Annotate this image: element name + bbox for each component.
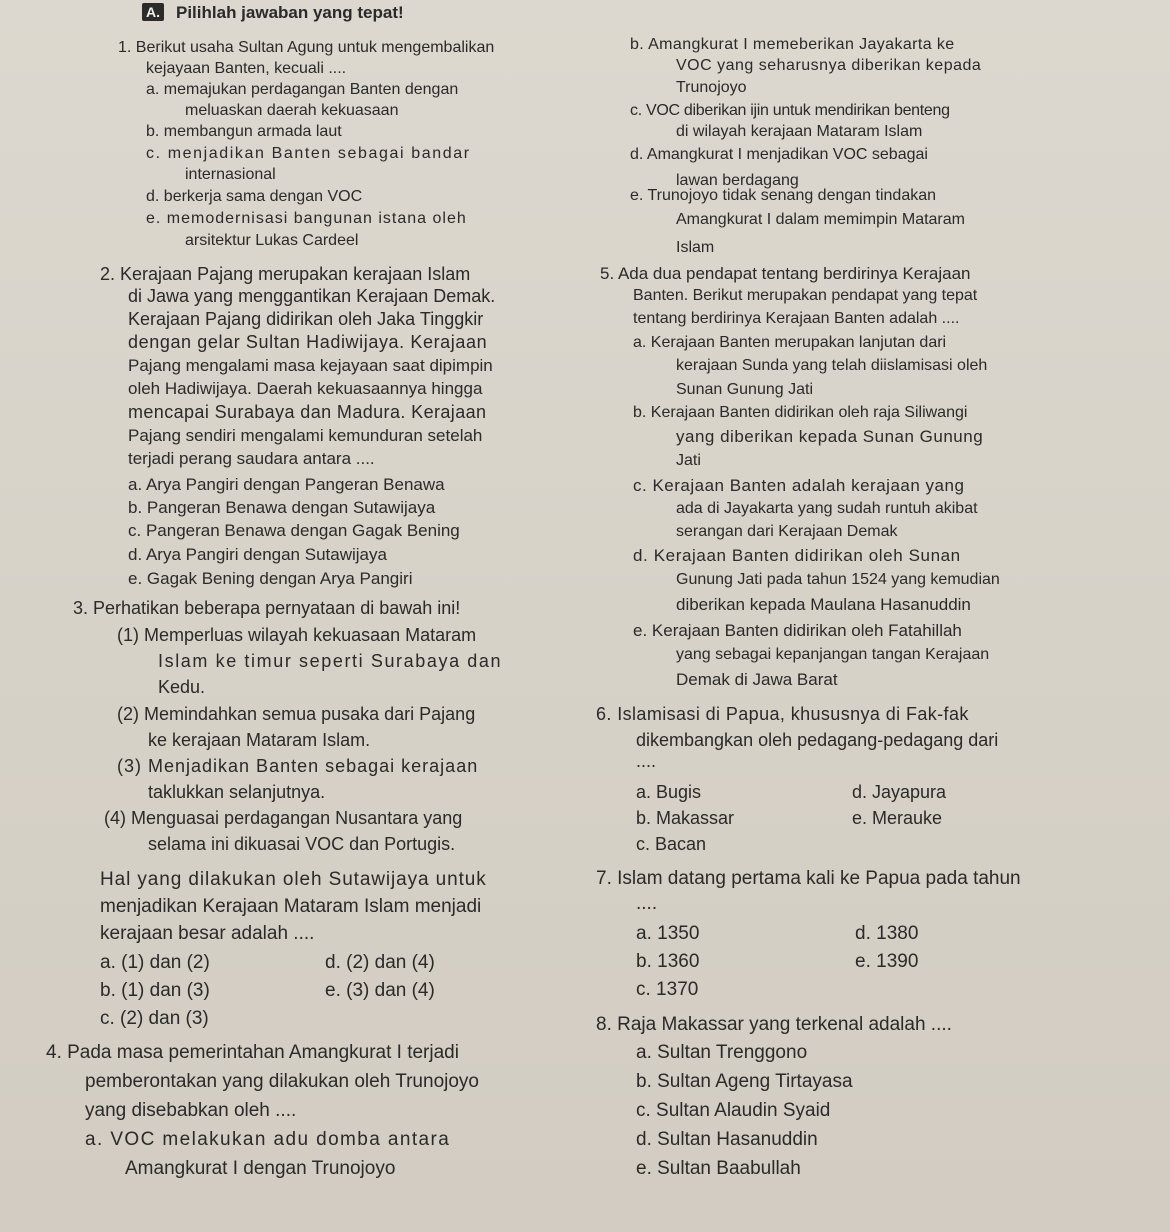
question-text: kejayaan Banten, kecuali .... xyxy=(146,60,347,77)
option-e: e. Merauke xyxy=(852,808,943,828)
option-a-cont: kerajaan Sunda yang telah diislamisasi oleh xyxy=(676,357,988,374)
question-text: Kerajaan Pajang didirikan oleh Jaka Tinggkir xyxy=(128,309,484,329)
option-a: a. 1350 xyxy=(636,923,700,944)
option-c: c. Sultan Alaudin Syaid xyxy=(636,1100,831,1121)
statement-3-cont: taklukkan selanjutnya. xyxy=(148,782,326,802)
option-b: b. Kerajaan Banten didirikan oleh raja Siliwangi xyxy=(633,404,968,421)
option-d: d. Arya Pangiri dengan Sutawijaya xyxy=(128,545,387,564)
option-c: c. Kerajaan Banten adalah kerajaan yang xyxy=(633,476,965,495)
option-e-cont: Islam xyxy=(676,239,715,256)
option-b: b. Makassar xyxy=(636,808,735,828)
question-prompt: kerajaan besar adalah .... xyxy=(100,923,315,944)
option-e: e. 1390 xyxy=(855,951,919,972)
option-d: d. berkerja sama dengan VOC xyxy=(146,188,363,205)
statement-1: (1) Memperluas wilayah kekuasaan Mataram xyxy=(117,625,477,645)
option-c-cont: serangan dari Kerajaan Demak xyxy=(676,523,898,540)
question-text: yang disebabkan oleh .... xyxy=(85,1100,297,1121)
option-a-cont: Amangkurat I dengan Trunojoyo xyxy=(125,1158,396,1179)
option-c-cont: internasional xyxy=(185,166,276,183)
option-a: a. Arya Pangiri dengan Pangeran Benawa xyxy=(128,475,445,494)
option-b-cont: yang diberikan kepada Sunan Gunung xyxy=(676,427,984,446)
question-text: tentang berdirinya Kerajaan Banten adalah .... xyxy=(633,310,960,327)
option-c: c. menjadikan Banten sebagai bandar xyxy=(146,145,471,162)
option-e-cont: Demak di Jawa Barat xyxy=(676,670,838,689)
question-text: .... xyxy=(636,751,657,771)
option-b-cont: VOC yang seharusnya diberikan kepada xyxy=(676,57,982,74)
question-text: Pajang mengalami masa kejayaan saat dipimpin xyxy=(128,356,493,375)
question-text: mencapai Surabaya dan Madura. Kerajaan xyxy=(128,402,487,422)
option-c: c. VOC diberikan ijin untuk mendirikan benteng xyxy=(630,102,950,119)
option-c: c. (2) dan (3) xyxy=(100,1008,209,1029)
option-a-cont: meluaskan daerah kekuasaan xyxy=(185,102,399,119)
statement-2: (2) Memindahkan semua pusaka dari Pajang xyxy=(117,704,476,724)
option-d-cont: Gunung Jati pada tahun 1524 yang kemudian xyxy=(676,571,1000,588)
option-d: d. 1380 xyxy=(855,923,919,944)
section-badge: A. xyxy=(142,3,164,21)
section-title: Pilihlah jawaban yang tepat! xyxy=(176,3,404,22)
option-e-cont: Amangkurat I dalam memimpin Mataram xyxy=(676,211,965,228)
option-a-cont: Sunan Gunung Jati xyxy=(676,381,813,398)
option-d: d. Amangkurat I menjadikan VOC sebagai xyxy=(630,146,928,163)
option-a: a. (1) dan (2) xyxy=(100,952,210,973)
question-text: Pajang sendiri mengalami kemunduran setelah xyxy=(128,426,483,445)
option-a: a. memajukan perdagangan Banten dengan xyxy=(146,81,459,98)
option-e: e. Gagak Bening dengan Arya Pangiri xyxy=(128,569,413,588)
option-e: e. (3) dan (4) xyxy=(325,980,435,1001)
option-b: b. Amangkurat I memeberikan Jayakarta ke xyxy=(630,36,955,53)
option-d-cont: lawan berdagang xyxy=(676,172,799,189)
question-text: terjadi perang saudara antara .... xyxy=(128,449,375,468)
option-b-cont: Trunojoyo xyxy=(676,79,747,96)
option-b: b. 1360 xyxy=(636,951,700,972)
statement-3: (3) Menjadikan Banten sebagai kerajaan xyxy=(117,756,479,776)
statement-1-cont: Islam ke timur seperti Surabaya dan xyxy=(158,651,503,671)
question-text: oleh Hadiwijaya. Daerah kekuasaannya hingga xyxy=(128,379,483,398)
option-a: a. Bugis xyxy=(636,782,702,802)
option-b-cont: Jati xyxy=(676,452,701,469)
option-c-cont: ada di Jayakarta yang sudah runtuh akibat xyxy=(676,500,978,517)
statement-2-cont: ke kerajaan Mataram Islam. xyxy=(148,730,371,750)
option-a: a. VOC melakukan adu domba antara xyxy=(85,1129,451,1150)
statement-4-cont: selama ini dikuasai VOC dan Portugis. xyxy=(148,834,456,854)
statement-1-cont: Kedu. xyxy=(158,677,206,697)
question-text: 3. Perhatikan beberapa pernyataan di bawah ini! xyxy=(73,598,461,618)
option-e: e. Kerajaan Banten didirikan oleh Fatahillah xyxy=(633,621,962,640)
question-text: .... xyxy=(636,893,658,914)
option-c: c. Bacan xyxy=(636,834,707,854)
question-text: 1. Berikut usaha Sultan Agung untuk mengembalikan xyxy=(118,39,495,56)
option-a: a. Sultan Trenggono xyxy=(636,1042,808,1063)
option-d: d. Sultan Hasanuddin xyxy=(636,1129,818,1150)
question-text: di Jawa yang menggantikan Kerajaan Demak. xyxy=(128,286,496,306)
option-d: d. Jayapura xyxy=(852,782,947,802)
statement-4: (4) Menguasai perdagangan Nusantara yang xyxy=(104,808,463,828)
question-text: pemberontakan yang dilakukan oleh Trunojoyo xyxy=(85,1071,479,1092)
option-d-cont: diberikan kepada Maulana Hasanuddin xyxy=(676,595,971,614)
option-e-cont: arsitektur Lukas Cardeel xyxy=(185,232,359,249)
option-e-cont: yang sebagai kepanjangan tangan Kerajaan xyxy=(676,646,990,663)
option-b: b. (1) dan (3) xyxy=(100,980,210,1001)
question-prompt: menjadikan Kerajaan Mataram Islam menjadi xyxy=(100,896,482,917)
question-prompt: Hal yang dilakukan oleh Sutawijaya untuk xyxy=(100,869,487,890)
option-c: c. Pangeran Benawa dengan Gagak Bening xyxy=(128,521,460,540)
question-text: 8. Raja Makassar yang terkenal adalah .... xyxy=(596,1014,952,1035)
question-text: 4. Pada masa pemerintahan Amangkurat I terjadi xyxy=(46,1042,459,1063)
option-d: d. Kerajaan Banten didirikan oleh Sunan xyxy=(633,546,961,565)
question-text: 7. Islam datang pertama kali ke Papua pada tahun xyxy=(596,868,1021,889)
option-e: e. Trunojoyo tidak senang dengan tindakan xyxy=(630,187,937,204)
option-b: b. membangun armada laut xyxy=(146,123,342,140)
question-text: 5. Ada dua pendapat tentang berdirinya Kerajaan xyxy=(600,264,971,283)
option-e: e. Sultan Baabullah xyxy=(636,1158,801,1179)
question-text: dikembangkan oleh pedagang-pedagang dari xyxy=(636,730,999,750)
option-a: a. Kerajaan Banten merupakan lanjutan dari xyxy=(633,334,947,351)
option-c: c. 1370 xyxy=(636,979,699,1000)
question-text: Banten. Berikut merupakan pendapat yang tepat xyxy=(633,287,978,304)
question-text: dengan gelar Sultan Hadiwijaya. Kerajaan xyxy=(128,332,488,352)
option-b: b. Pangeran Benawa dengan Sutawijaya xyxy=(128,498,436,517)
option-b: b. Sultan Ageng Tirtayasa xyxy=(636,1071,853,1092)
question-text: 6. Islamisasi di Papua, khususnya di Fak-fak xyxy=(596,704,969,724)
question-text: 2. Kerajaan Pajang merupakan kerajaan Islam xyxy=(100,264,471,284)
option-d: d. (2) dan (4) xyxy=(325,952,435,973)
option-e: e. memodernisasi bangunan istana oleh xyxy=(146,210,467,227)
option-c-cont: di wilayah kerajaan Mataram Islam xyxy=(676,123,923,140)
